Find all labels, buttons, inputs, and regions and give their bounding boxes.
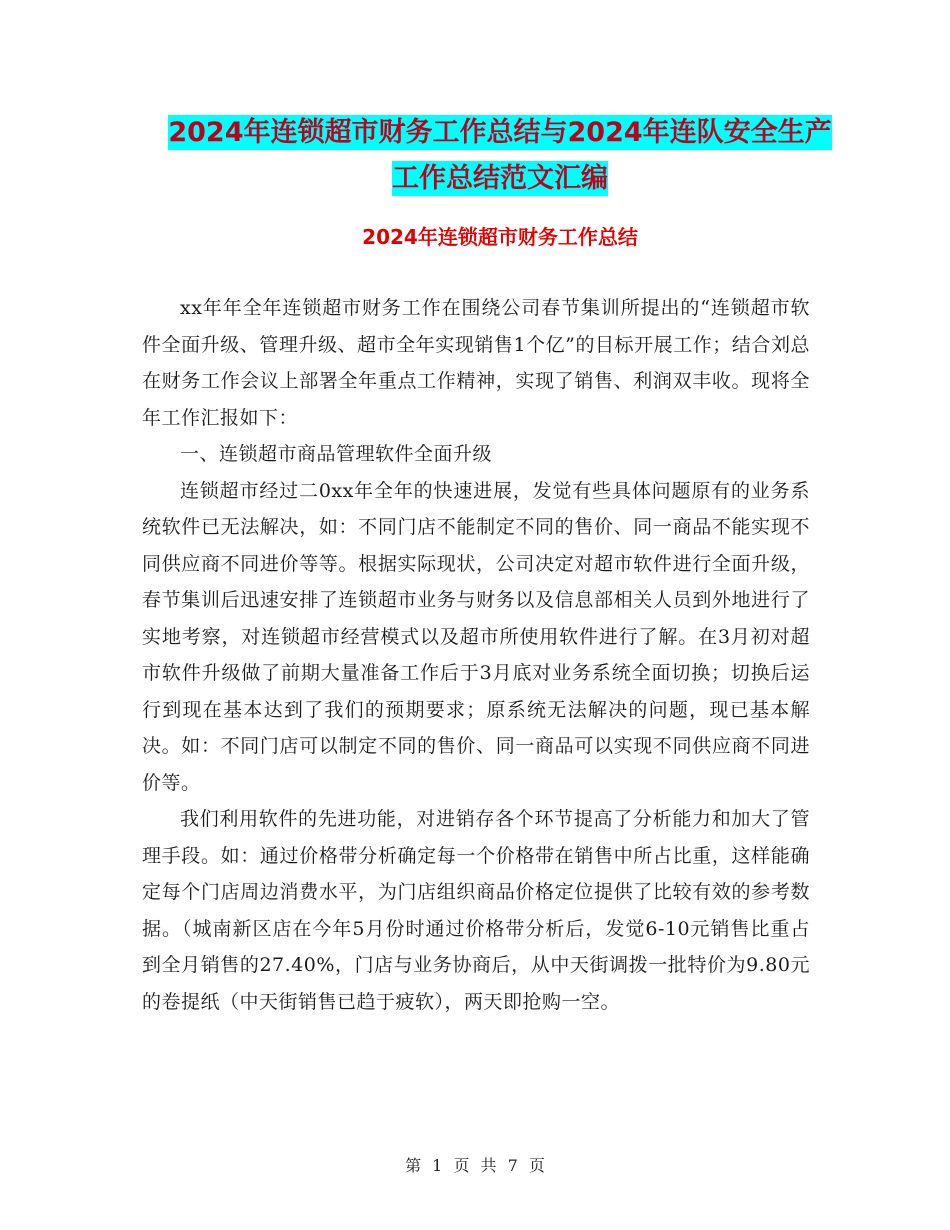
paragraph-subheading: 一、连锁超市商品管理软件全面升级 — [180, 443, 493, 465]
document-body — [142, 290, 810, 1020]
title-line-2 — [140, 156, 860, 202]
paragraph-intro: xx年年全年连锁超市财务工作在围绕公司春节集训所提出的“连锁超市软件全面升级、管理升级、超市全年实现销售1个亿”的目标开展工作；结合刘总在财务工作会议上部署全年重点工作精神，实现了销售、利润双丰收。现将全年工作汇报如下： — [142, 297, 810, 429]
page-footer: 第 1 页 共 7 页 — [405, 1156, 545, 1175]
title-line-1-text: 2024年连锁超市财务工作总结与2024年连队安全生产 — [168, 117, 832, 148]
document-title — [140, 110, 860, 202]
title-line-1 — [140, 110, 860, 156]
title-line-2-text: 工作总结范文汇编 — [392, 163, 608, 194]
paragraph-software-upgrade: 连锁超市经过二0xx年全年的快速进展，发觉有些具体问题原有的业务系统软件已无法解决，如：不同门店不能制定不同的售价、同一商品不能实现不同供应商不同进价等等。根据实际现状，公司决定对超市软件进行全面升级，春节集训后迅速安排了连锁超市业务与财务以及信息部相关人员到外地进行了实地考察，对连锁超市经营模式以及超市所使用软件进行了解。在3月初对超市软件升级做了前期大量准备工作后于3月底对业务系统全面切换；切换后运行到现在基本达到了我们的预期要求；原系统无法解决的问题，现已基本解决。如：不同门店可以制定不同的售价、同一商品可以实现不同供应商不同进价等。 — [142, 479, 810, 794]
paragraph-price-analysis: 我们利用软件的先进功能，对进销存各个环节提高了分析能力和加大了管理手段。如：通过价格带分析确定每一个价格带在销售中所占比重，这样能确定每个门店周边消费水平，为门店组织商品价格定位提供了比较有效的参考数据。（城南新区店在今年5月份时通过价格带分析后，发觉6-10元销售比重占到全月销售的27.40%，门店与业务协商后，从中天街调拨一批特价为9.80元的卷提纸（中天街销售已趋于疲软），两天即抢购一空。 — [142, 808, 810, 1013]
section-heading: 2024年连锁超市财务工作总结 — [362, 225, 638, 249]
